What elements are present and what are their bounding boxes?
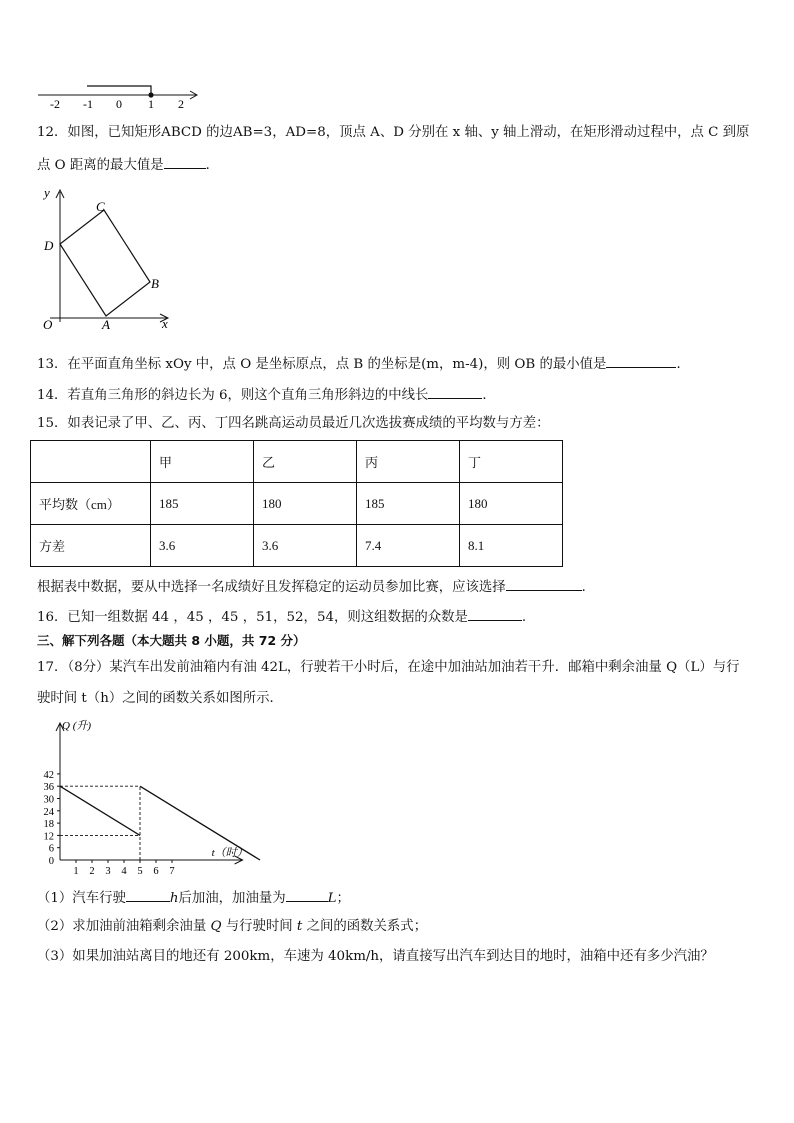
x-tick-label: 1 bbox=[73, 866, 79, 874]
q17-sub3 bbox=[37, 948, 714, 966]
table-cell bbox=[31, 441, 151, 483]
y-tick-label: 42 bbox=[43, 769, 54, 781]
y-tick-label: 6 bbox=[48, 843, 54, 855]
point-label: O bbox=[43, 317, 53, 332]
q17-text: 17．（8分）某汽车出发前油箱内有油 42L，行驶若干小时后，在途中加油站加油若干升．邮箱中剩余油量 Q（L）与行 bbox=[37, 660, 740, 675]
x-tick-label: 3 bbox=[105, 866, 111, 874]
q14-line: 14．若直角三角形的斜边长为 6，则这个直角三角形斜边的中线长 ． bbox=[37, 384, 496, 405]
table-cell: 185 bbox=[151, 483, 254, 525]
solution-bracket bbox=[87, 86, 151, 95]
number-line-figure bbox=[30, 78, 205, 112]
point-label: B bbox=[151, 276, 159, 291]
answer-blank[interactable] bbox=[606, 353, 676, 368]
x-tick-label: 4 bbox=[121, 866, 127, 874]
axis-label: x bbox=[162, 316, 168, 331]
y-tick-label: 30 bbox=[43, 794, 54, 806]
y-axis-label: Q (升) bbox=[62, 720, 92, 732]
answer-blank[interactable] bbox=[126, 887, 170, 902]
q17-sub1: （1）汽车行驶 h后加油，加油量为 L； bbox=[37, 887, 350, 908]
q17-line1 bbox=[37, 659, 740, 677]
y-tick-label: 0 bbox=[48, 856, 54, 867]
q17-sub2: （2）求加油前油箱剩余油量 Q 与行驶时间 t 之间的函数关系式； bbox=[37, 919, 428, 934]
table-cell: 180 bbox=[460, 483, 563, 525]
q17-text-2: 驶时间 t（h）之间的函数关系如图所示． bbox=[37, 691, 283, 706]
point-label: A bbox=[102, 317, 110, 332]
fuel-chart bbox=[30, 714, 270, 874]
y-tick-label: 36 bbox=[43, 782, 54, 794]
x-tick-label: 6 bbox=[153, 866, 159, 874]
q14-text: 14．若直角三角形的斜边长为 6，则这个直角三角形斜边的中线长 bbox=[37, 388, 429, 403]
table-header-row bbox=[31, 441, 563, 483]
series-line bbox=[60, 786, 140, 835]
y-tick-label: 24 bbox=[43, 806, 54, 818]
q17-line2 bbox=[37, 690, 283, 708]
table-cell: 180 bbox=[254, 483, 357, 525]
q12-text: 12．如图，已知矩形ABCD 的边AB=3，AD=8，顶点 A、D 分别在 x 轴、y 轴上滑动，在矩形滑动过程中，点 C 到原 bbox=[37, 125, 750, 140]
answer-blank[interactable] bbox=[286, 887, 328, 902]
rectangle-figure bbox=[36, 184, 186, 339]
table-cell: 3.6 bbox=[254, 525, 357, 567]
table-cell: 甲 bbox=[151, 441, 254, 483]
tick-label: -1 bbox=[83, 97, 93, 111]
q15-follow-line: 根据表中数据，要从中选择一名成绩好且发挥稳定的运动员参加比赛，应该选择 ． bbox=[37, 576, 595, 597]
score-table bbox=[30, 440, 563, 567]
table-cell: 8.1 bbox=[460, 525, 563, 567]
q12-text-b: 点 O 距离的最大值是 bbox=[37, 158, 164, 173]
table-cell: 185 bbox=[357, 483, 460, 525]
q13-line: 13．在平面直角坐标 xOy 中，点 O 是坐标原点，点 B 的坐标是(m，m-4)，则 OB 的最小值是 ． bbox=[37, 353, 690, 374]
answer-blank[interactable] bbox=[506, 576, 582, 591]
tick-label: 2 bbox=[178, 97, 184, 111]
x-tick-label: 5 bbox=[137, 866, 143, 874]
table-row bbox=[31, 525, 563, 567]
q15-follow-text: 根据表中数据，要从中选择一名成绩好且发挥稳定的运动员参加比赛，应该选择 bbox=[37, 580, 506, 595]
answer-blank[interactable] bbox=[468, 606, 522, 621]
q16-text: 16．已知一组数据 44 ，45 ，45 ，51，52，54，则这组数据的众数是 bbox=[37, 610, 468, 625]
x-tick-label: 2 bbox=[89, 866, 95, 874]
table-cell: 平均数（cm） bbox=[31, 483, 151, 525]
table-cell: 7.4 bbox=[357, 525, 460, 567]
q13-text: 13．在平面直角坐标 xOy 中，点 O 是坐标原点，点 B 的坐标是(m，m-4)，则 OB 的最小值是 bbox=[37, 357, 607, 372]
series-line bbox=[140, 786, 260, 860]
x-tick-label: 7 bbox=[169, 866, 175, 874]
table-cell: 乙 bbox=[254, 441, 357, 483]
answer-blank[interactable] bbox=[164, 154, 206, 169]
y-tick-label: 12 bbox=[43, 831, 54, 843]
tick-label: 0 bbox=[116, 97, 122, 111]
q12-line1 bbox=[37, 124, 749, 142]
table-cell: 丁 bbox=[460, 441, 563, 483]
q15-text: 15．如表记录了甲、乙、丙、丁四名跳高运动员最近几次选拔赛成绩的平均数与方差： bbox=[37, 416, 550, 431]
q15-line bbox=[37, 415, 550, 433]
q12-line2: 点 O 距离的最大值是 ． bbox=[37, 154, 219, 175]
tick-label: -2 bbox=[50, 97, 60, 111]
table-cell: 丙 bbox=[357, 441, 460, 483]
section-heading: 三、解下列各题（本大题共 8 小题，共 72 分） bbox=[37, 633, 306, 648]
table-row bbox=[31, 483, 563, 525]
x-axis-label: t（时） bbox=[211, 847, 248, 859]
answer-blank[interactable] bbox=[428, 384, 482, 399]
q16-line: 16．已知一组数据 44 ，45 ，45 ，51，52，54，则这组数据的众数是 . bbox=[37, 606, 526, 627]
axis-label: y bbox=[44, 185, 50, 200]
y-tick-label: 18 bbox=[43, 819, 54, 831]
point-label: C bbox=[96, 199, 105, 214]
point-label: D bbox=[44, 238, 54, 253]
rectangle-abcd bbox=[60, 210, 150, 316]
table-cell: 方差 bbox=[31, 525, 151, 567]
tick-label: 1 bbox=[148, 97, 154, 111]
table-cell: 3.6 bbox=[151, 525, 254, 567]
q17-sub3-text: （3）如果加油站离目的地还有 200km，车速为 40km/h，请直接写出汽车到达目的地时，油箱中还有多少汽油？ bbox=[37, 949, 714, 964]
